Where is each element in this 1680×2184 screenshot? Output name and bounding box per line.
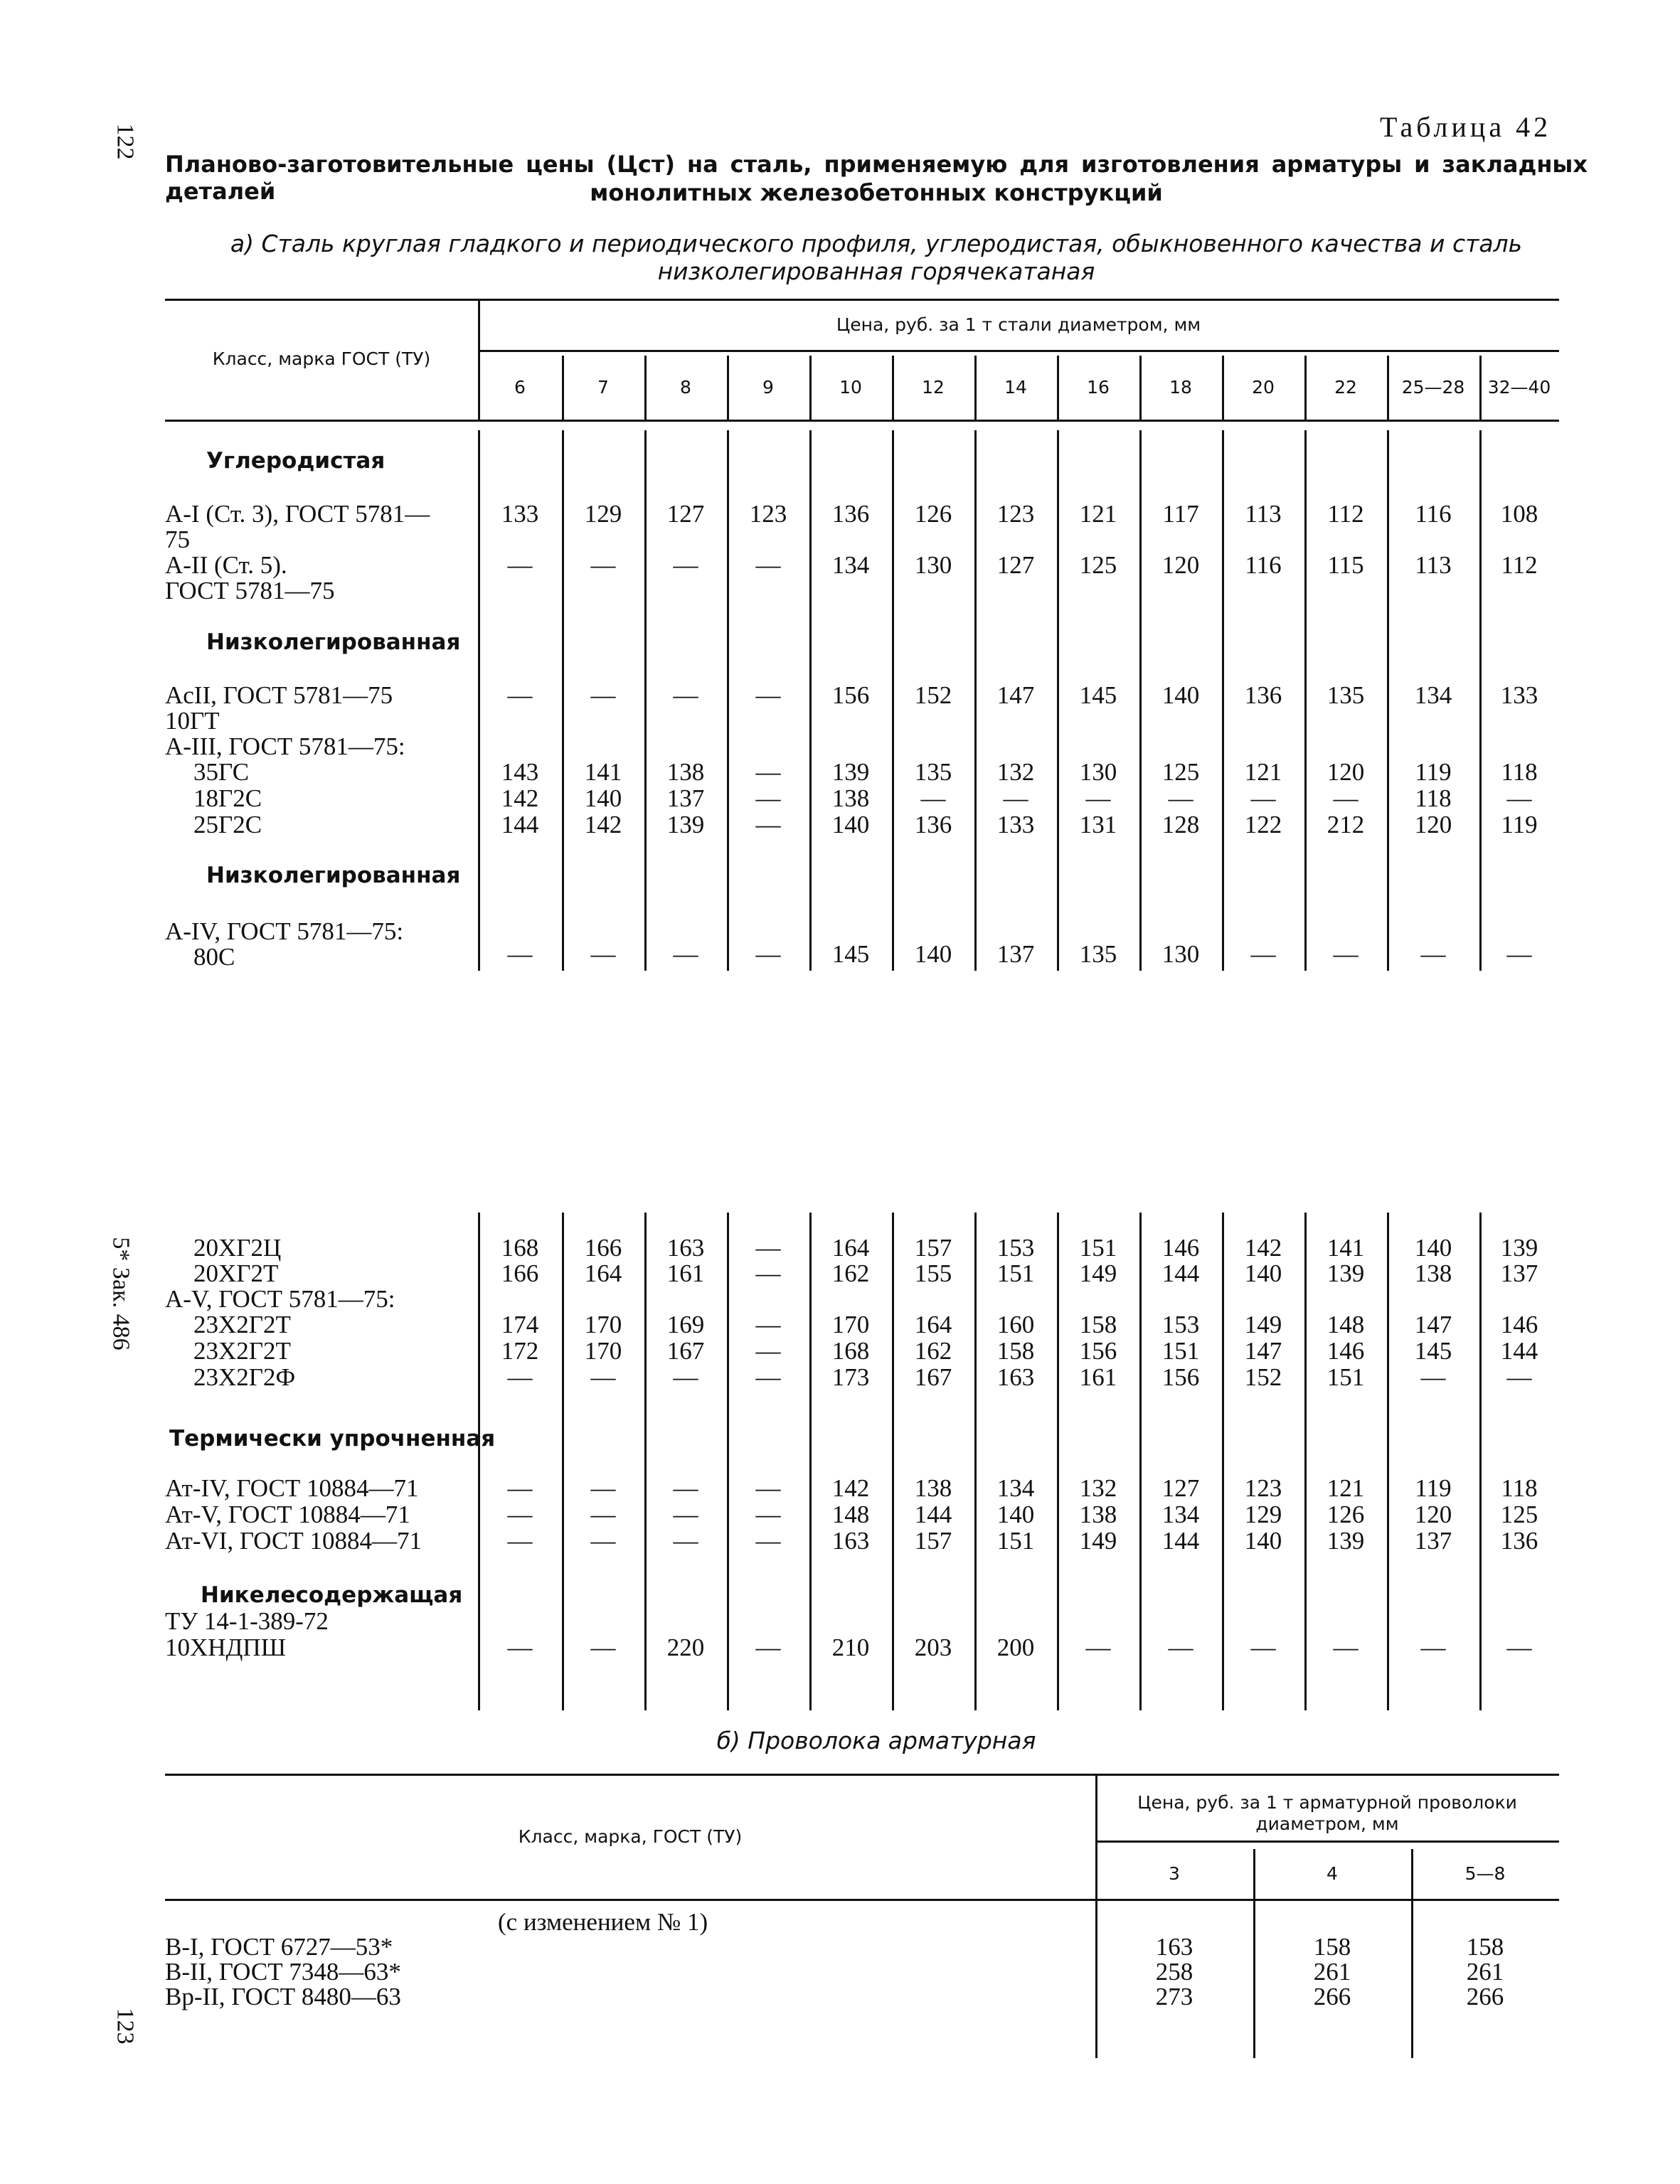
table-a-cell: — — [1333, 1634, 1359, 1661]
table-a-cell: 138 — [914, 1474, 952, 1502]
table-a-cell: 142 — [1244, 1234, 1282, 1262]
table-a-cell: 118 — [1501, 758, 1538, 786]
table-a-cell: 145 — [1414, 1337, 1452, 1365]
table-a-cell: 149 — [1244, 1311, 1282, 1338]
table-a-cell: 212 — [1327, 811, 1365, 838]
table-a-cell: 117 — [1162, 500, 1199, 528]
table-a-row-label: 18Г2С — [193, 784, 262, 812]
table-a-cell: 164 — [584, 1259, 622, 1287]
table-a-cell: — — [590, 681, 616, 709]
table-a-cell: — — [1420, 1634, 1446, 1661]
table-a-cell: — — [590, 1474, 616, 1502]
table-a-cell: 136 — [1244, 681, 1282, 709]
table-a-cell: — — [590, 1527, 616, 1555]
table-a-cell: — — [755, 681, 781, 709]
table-b-cell: 261 — [1466, 1958, 1504, 1986]
table-a-diameter-header: 6 — [514, 377, 526, 398]
table-a-cell: 151 — [996, 1527, 1035, 1555]
table-a-cell: — — [755, 1259, 781, 1287]
table-a-cell: 147 — [996, 681, 1035, 709]
table-a-cell: 136 — [1500, 1527, 1538, 1555]
table-a-cell: 153 — [1161, 1311, 1200, 1338]
table-a-cell: 139 — [831, 758, 870, 786]
table-a-row-label: 23Х2Г2Ф — [193, 1363, 296, 1391]
table-a-cell: 140 — [914, 940, 952, 968]
table-a-cell: 125 — [1079, 551, 1117, 579]
section-b-caption: б) Проволока арматурная — [716, 1727, 1036, 1754]
table-a-cell: 210 — [831, 1634, 870, 1661]
table-a-cell: 138 — [1079, 1501, 1117, 1528]
table-a-cell: 136 — [914, 811, 952, 838]
table-a-row-label: A-IV, ГОСТ 5781—75: — [165, 917, 404, 945]
table-a-cell: 126 — [914, 500, 952, 528]
table-a-cell: 140 — [831, 811, 870, 838]
table-a-top-rule — [165, 299, 1559, 301]
table-a-cell: 132 — [1079, 1474, 1117, 1502]
table-a-row-label: 10ХНДПШ — [165, 1634, 287, 1661]
table-a-cell: 147 — [1244, 1337, 1282, 1365]
table-b-diameter-header: 5—8 — [1464, 1863, 1506, 1884]
table-a-cell: 138 — [666, 758, 705, 786]
table-a-cell: 148 — [831, 1501, 870, 1528]
table-a-cell: 169 — [666, 1311, 705, 1338]
table-a-diameter-header: 20 — [1252, 377, 1275, 398]
table-number: Таблица 42 — [1380, 111, 1552, 143]
table-a-cell: — — [755, 1634, 781, 1661]
table-a-cell: 140 — [1161, 681, 1200, 709]
table-b-cell: 163 — [1155, 1933, 1193, 1961]
table-a-row-label: ГОСТ 5781—75 — [165, 577, 335, 604]
table-a-cell: — — [1250, 940, 1276, 968]
table-a-header-col-divider — [727, 356, 729, 420]
table-b-header-mid-rule — [1095, 1841, 1559, 1843]
table-a-cell: 146 — [1327, 1337, 1365, 1365]
table-a-cell: — — [755, 1527, 781, 1555]
table-a-cell: 151 — [1079, 1234, 1117, 1262]
table-a-cell: 112 — [1501, 551, 1538, 579]
table-a-cell: — — [507, 681, 533, 709]
table-a-cell: 144 — [914, 1501, 952, 1528]
table-a-cell: 163 — [996, 1363, 1035, 1391]
table-b-cell: 273 — [1155, 1983, 1193, 2010]
table-a-header-col-divider — [1479, 356, 1482, 420]
table-a-group-heading: Низколегированная — [206, 863, 461, 888]
table-b-row-header: Класс, марка, ГОСТ (ТУ) — [518, 1826, 743, 1847]
table-a-cell: — — [1420, 940, 1446, 968]
table-a-cell: 125 — [1500, 1501, 1538, 1528]
table-a-cell: 120 — [1161, 551, 1200, 579]
table-a-cell: — — [673, 1527, 698, 1555]
table-a-cell: — — [673, 551, 698, 579]
table-a-cell: — — [755, 1337, 781, 1365]
table-a-header-col-divider — [809, 356, 812, 420]
table-a-cell: 127 — [666, 500, 705, 528]
table-a-cell: 156 — [1079, 1337, 1117, 1365]
table-a-cell: 131 — [1079, 811, 1117, 838]
table-a-cell: 166 — [584, 1234, 622, 1262]
section-a-caption-line2: низколегированная горячекатаная — [657, 257, 1095, 285]
table-a-cell: 155 — [914, 1259, 952, 1287]
table-a-group-heading: Никелесодержащая — [201, 1582, 463, 1608]
table-a-cell: — — [1333, 784, 1359, 812]
table-a-cell: 170 — [584, 1337, 622, 1365]
table-a-diameter-header: 9 — [762, 377, 774, 398]
table-a-header-col-divider — [892, 356, 894, 420]
table-a-cell: 142 — [831, 1474, 870, 1502]
table-a-cell: 156 — [1161, 1363, 1200, 1391]
table-a-cell: 134 — [1161, 1501, 1200, 1528]
table-b-top-rule — [165, 1774, 1559, 1776]
table-a-cell: 163 — [831, 1527, 870, 1555]
table-a-header-mid-rule — [478, 350, 1559, 352]
table-b-group-header-line1: Цена, руб. за 1 т арматурной проволоки — [1137, 1792, 1517, 1813]
table-a-cell: 162 — [914, 1337, 952, 1365]
table-title-line1: Планово-заготовительные цены (Цст) на сталь, применяемую для изготовления арматуры и закладных деталей — [165, 151, 1588, 205]
table-a-cell: 144 — [1500, 1337, 1538, 1365]
table-a-header-col-divider — [974, 356, 977, 420]
table-a-row-header: Класс, марка ГОСТ (ТУ) — [212, 348, 431, 369]
table-a-cell: — — [590, 551, 616, 579]
table-a-cell: — — [755, 1363, 781, 1391]
table-a-cell: 118 — [1415, 784, 1452, 812]
table-a-diameter-header: 12 — [922, 377, 945, 398]
table-a-cell: 113 — [1415, 551, 1452, 579]
table-a-row-label: A-III, ГОСТ 5781—75: — [165, 733, 405, 760]
table-b-note: (с изменением № 1) — [498, 1908, 708, 1936]
table-a-cell: — — [1085, 784, 1111, 812]
table-a-cell: 157 — [914, 1234, 952, 1262]
table-a-cell: — — [755, 1501, 781, 1528]
table-a-cell: 139 — [1327, 1527, 1365, 1555]
table-a-cell: 138 — [831, 784, 870, 812]
table-a-group-heading: Низколегированная — [206, 629, 461, 655]
table-a-cell: — — [507, 1363, 533, 1391]
table-a-cell: 140 — [584, 784, 622, 812]
table-a-cell: — — [1333, 940, 1359, 968]
table-b-diameter-header: 4 — [1327, 1863, 1338, 1884]
table-a-cell: 144 — [1161, 1527, 1200, 1555]
table-a-row-label: 23Х2Г2Т — [193, 1311, 291, 1338]
table-a-diameter-header: 8 — [680, 377, 691, 398]
table-a-cell: 128 — [1161, 811, 1200, 838]
table-a-header-col-divider — [562, 356, 564, 420]
table-a-cell: 151 — [996, 1259, 1035, 1287]
table-a-header-bottom-rule — [165, 420, 1559, 422]
table-a-cell: 141 — [584, 758, 622, 786]
table-a-diameter-header: 18 — [1169, 377, 1192, 398]
table-a-cell: 132 — [996, 758, 1035, 786]
table-a-header-col-divider — [1387, 356, 1389, 420]
table-b-row-label: Bp-II, ГОСТ 8480—63 — [165, 1983, 401, 2010]
table-a-cell: 130 — [914, 551, 952, 579]
table-a-cell: 161 — [666, 1259, 705, 1287]
table-a-cell: 168 — [501, 1234, 539, 1262]
table-a-cell: 130 — [1161, 940, 1200, 968]
table-a-cell: 170 — [831, 1311, 870, 1338]
table-a-cell: 151 — [1161, 1337, 1200, 1365]
table-a-cell: 125 — [1161, 758, 1200, 786]
table-a-cell: 157 — [914, 1527, 952, 1555]
table-a-cell: — — [590, 1363, 616, 1391]
table-a-cell: 170 — [584, 1311, 622, 1338]
table-a-cell: 146 — [1161, 1234, 1200, 1262]
table-b-cell: 266 — [1466, 1983, 1504, 2010]
table-a-cell: 137 — [1500, 1259, 1538, 1287]
table-a-cell: 160 — [996, 1311, 1035, 1338]
section-a-caption-line1: а) Сталь круглая гладкого и периодического профиля, углеродистая, обыкновенного качества и сталь — [230, 230, 1523, 257]
table-a-row-label: 75 — [165, 526, 190, 553]
table-a-cell: 135 — [914, 758, 952, 786]
table-title-line2: монолитных железобетонных конструкций — [590, 179, 1163, 206]
margin-page-number-top: 122 — [112, 123, 139, 160]
table-a-cell: 119 — [1415, 758, 1452, 786]
table-a-group-heading: Углеродистая — [206, 448, 386, 474]
table-a-cell: 133 — [1500, 681, 1538, 709]
table-a-row-label: ТУ 14-1-389-72 — [165, 1607, 329, 1635]
table-a-cell: — — [673, 940, 698, 968]
table-a-diameter-header: 7 — [597, 377, 609, 398]
table-a-cell: — — [1085, 1634, 1111, 1661]
table-a-row-label: 80С — [193, 943, 235, 971]
table-a-cell: 161 — [1079, 1363, 1117, 1391]
table-a-group-heading: Термически упрочненная — [169, 1426, 496, 1451]
table-a-cell: — — [755, 811, 781, 838]
table-b-cell: 158 — [1466, 1933, 1504, 1961]
table-a-cell: 147 — [1414, 1311, 1452, 1338]
table-b-cell: 266 — [1313, 1983, 1351, 2010]
table-a-cell: 121 — [1327, 1474, 1365, 1502]
table-a-cell: 138 — [1414, 1259, 1452, 1287]
table-a-cell: — — [590, 1634, 616, 1661]
table-a-cell: 115 — [1327, 551, 1364, 579]
table-a-diameter-header: 10 — [839, 377, 862, 398]
table-a-cell: — — [755, 551, 781, 579]
table-a-cell: 148 — [1327, 1311, 1365, 1338]
table-a-cell: — — [1506, 784, 1532, 812]
table-a-cell: — — [507, 940, 533, 968]
table-a-cell: — — [1168, 1634, 1193, 1661]
table-a-cell: — — [755, 1474, 781, 1502]
table-b-cell: 258 — [1155, 1958, 1193, 1986]
table-a-cell: 146 — [1500, 1311, 1538, 1338]
table-a-cell: — — [755, 1311, 781, 1338]
table-a-cell: — — [1168, 784, 1193, 812]
table-a-cell: — — [673, 681, 698, 709]
table-a-diameter-header: 22 — [1334, 377, 1357, 398]
table-a-cell: 120 — [1414, 1501, 1452, 1528]
table-b-cell: 158 — [1313, 1933, 1351, 1961]
table-a-diameter-header: 32—40 — [1487, 377, 1551, 398]
table-a-cell: 164 — [914, 1311, 952, 1338]
table-b-row-label: B-I, ГОСТ 6727—53* — [165, 1933, 393, 1961]
table-a-cell: 163 — [666, 1234, 705, 1262]
table-a-header-col-divider — [1304, 356, 1307, 420]
table-a-cell: 127 — [1161, 1474, 1200, 1502]
table-a-cell: 135 — [1327, 681, 1365, 709]
table-a-cell: 129 — [1244, 1501, 1282, 1528]
table-a-cell: — — [755, 940, 781, 968]
table-a-cell: 112 — [1327, 500, 1364, 528]
table-a-cell: 137 — [1414, 1527, 1452, 1555]
table-a-cell: — — [507, 551, 533, 579]
table-a-cell: — — [1506, 940, 1532, 968]
table-b-cell: 261 — [1313, 1958, 1351, 1986]
table-a-cell: 153 — [996, 1234, 1035, 1262]
table-a-cell: 158 — [1079, 1311, 1117, 1338]
table-a-cell: 130 — [1079, 758, 1117, 786]
table-a-cell: 203 — [914, 1634, 952, 1661]
table-a-cell: 119 — [1501, 811, 1538, 838]
table-a-diameter-header: 14 — [1004, 377, 1027, 398]
table-a-cell: — — [755, 1234, 781, 1262]
table-a-cell: 172 — [501, 1337, 539, 1365]
table-a-cell: 127 — [996, 551, 1035, 579]
table-a-cell: 113 — [1245, 500, 1282, 528]
table-a-cell: — — [1250, 784, 1276, 812]
table-a-cell: 149 — [1079, 1259, 1117, 1287]
table-a-row-label: 35ГС — [193, 758, 250, 786]
table-a-cell: 121 — [1244, 758, 1282, 786]
table-a-row-label: Ат-IV, ГОСТ 10884—71 — [165, 1474, 419, 1502]
table-a-diameter-header: 25—28 — [1401, 377, 1465, 398]
table-a-cell: 136 — [831, 500, 870, 528]
table-a-cell: — — [1250, 1634, 1276, 1661]
table-a-cell: — — [673, 1474, 698, 1502]
table-a-cell: 167 — [666, 1337, 705, 1365]
table-a-header-col-divider — [1139, 356, 1142, 420]
table-a-cell: 133 — [501, 500, 539, 528]
table-a-cell: 151 — [1327, 1363, 1365, 1391]
table-a-cell: 158 — [996, 1337, 1035, 1365]
table-a-cell: 118 — [1501, 1474, 1538, 1502]
table-a-cell: 142 — [501, 784, 539, 812]
table-a-cell: — — [673, 1363, 698, 1391]
table-a-cell: 140 — [1414, 1234, 1452, 1262]
margin-page-number-bottom: 123 — [112, 2008, 139, 2045]
table-a-row-label: Ат-V, ГОСТ 10884—71 — [165, 1501, 410, 1528]
table-a-cell: 122 — [1244, 811, 1282, 838]
table-a-cell: 123 — [749, 500, 787, 528]
table-a-cell: 174 — [501, 1311, 539, 1338]
table-a-cell: 143 — [501, 758, 539, 786]
table-a-cell: 144 — [1161, 1259, 1200, 1287]
margin-order-note: 5* Зак. 486 — [107, 1237, 134, 1351]
table-a-row-label: A-II (Ст. 5). — [165, 551, 287, 579]
table-a-cell: 129 — [584, 500, 622, 528]
table-a-row-label: 20ХГ2Т — [193, 1259, 279, 1287]
table-a-cell: — — [1420, 1363, 1446, 1391]
table-a-row-label: 25Г2С — [193, 811, 262, 838]
table-b-row-label: B-II, ГОСТ 7348—63* — [165, 1958, 401, 1986]
table-a-cell: 156 — [831, 681, 870, 709]
table-a-cell: 133 — [996, 811, 1035, 838]
table-a-cell: 141 — [1327, 1234, 1365, 1262]
table-a-cell: — — [507, 1634, 533, 1661]
table-a-cell: 140 — [1244, 1527, 1282, 1555]
table-a-cell: — — [507, 1501, 533, 1528]
table-a-row-label: 10ГТ — [165, 707, 220, 735]
table-a-cell: 139 — [666, 811, 705, 838]
table-a-cell: 126 — [1327, 1501, 1365, 1528]
table-a-row-label: 23Х2Г2Т — [193, 1337, 291, 1365]
table-a-row-label: A-V, ГОСТ 5781—75: — [165, 1285, 395, 1313]
table-a-header-col-divider — [1057, 356, 1059, 420]
table-a-row-label: AcII, ГОСТ 5781—75 — [165, 681, 393, 709]
table-a-cell: 142 — [584, 811, 622, 838]
table-a-cell: — — [1506, 1363, 1532, 1391]
table-a-row-label: Ат-VI, ГОСТ 10884—71 — [165, 1527, 422, 1555]
table-a-cell: 149 — [1079, 1527, 1117, 1555]
table-a-cell: — — [673, 1501, 698, 1528]
table-a-cell: — — [1506, 1634, 1532, 1661]
table-a-cell: 166 — [501, 1259, 539, 1287]
table-a-cell: 220 — [666, 1634, 705, 1661]
table-a-cell: 140 — [1244, 1259, 1282, 1287]
table-a-cell: 137 — [996, 940, 1035, 968]
table-a-cell: — — [590, 940, 616, 968]
table-a-cell: — — [507, 1474, 533, 1502]
table-b-group-header-line2: диаметром, мм — [1255, 1813, 1399, 1834]
table-b-header-bottom-rule — [165, 1899, 1559, 1901]
table-a-cell: 173 — [831, 1363, 870, 1391]
table-a-cell: — — [755, 758, 781, 786]
table-a-cell: 120 — [1414, 811, 1452, 838]
table-a-cell: 137 — [666, 784, 705, 812]
table-a-header-col-divider — [644, 356, 647, 420]
table-a-cell: 135 — [1079, 940, 1117, 968]
table-a-cell: 168 — [831, 1337, 870, 1365]
table-a-cell: — — [590, 1501, 616, 1528]
table-a-cell: 116 — [1415, 500, 1452, 528]
table-a-cell: 119 — [1415, 1474, 1452, 1502]
table-a-header-col-divider — [1222, 356, 1224, 420]
table-a-cell: 140 — [996, 1501, 1035, 1528]
table-a-cell: 139 — [1327, 1259, 1365, 1287]
table-a-group-header: Цена, руб. за 1 т стали диаметром, мм — [836, 314, 1201, 335]
table-a-cell: — — [507, 1527, 533, 1555]
table-a-cell: 120 — [1327, 758, 1365, 786]
table-a-row-label: 20ХГ2Ц — [193, 1234, 282, 1262]
table-a-cell: 152 — [914, 681, 952, 709]
table-a-cell: 152 — [1244, 1363, 1282, 1391]
table-a-cell: 162 — [831, 1259, 870, 1287]
table-a-diameter-header: 16 — [1087, 377, 1110, 398]
table-a-cell: 134 — [831, 551, 870, 579]
table-a-cell: 134 — [1414, 681, 1452, 709]
table-a-cell: 116 — [1245, 551, 1282, 579]
table-a-cell: 167 — [914, 1363, 952, 1391]
table-a-cell: 108 — [1500, 500, 1538, 528]
table-a-cell: 139 — [1500, 1234, 1538, 1262]
table-a-cell: 200 — [996, 1634, 1035, 1661]
table-a-cell: 134 — [996, 1474, 1035, 1502]
table-a-cell: — — [920, 784, 946, 812]
table-a-cell: — — [1003, 784, 1028, 812]
table-a-cell: 145 — [1079, 681, 1117, 709]
table-a-cell: 164 — [831, 1234, 870, 1262]
table-b-diameter-header: 3 — [1169, 1863, 1180, 1884]
table-a-cell: — — [755, 784, 781, 812]
table-a-cell: 121 — [1079, 500, 1117, 528]
table-a-cell: 123 — [1244, 1474, 1282, 1502]
table-a-row-label: A-I (Ст. 3), ГОСТ 5781— — [165, 500, 430, 528]
table-a-cell: 123 — [996, 500, 1035, 528]
table-a-cell: 144 — [501, 811, 539, 838]
table-a-cell: 145 — [831, 940, 870, 968]
